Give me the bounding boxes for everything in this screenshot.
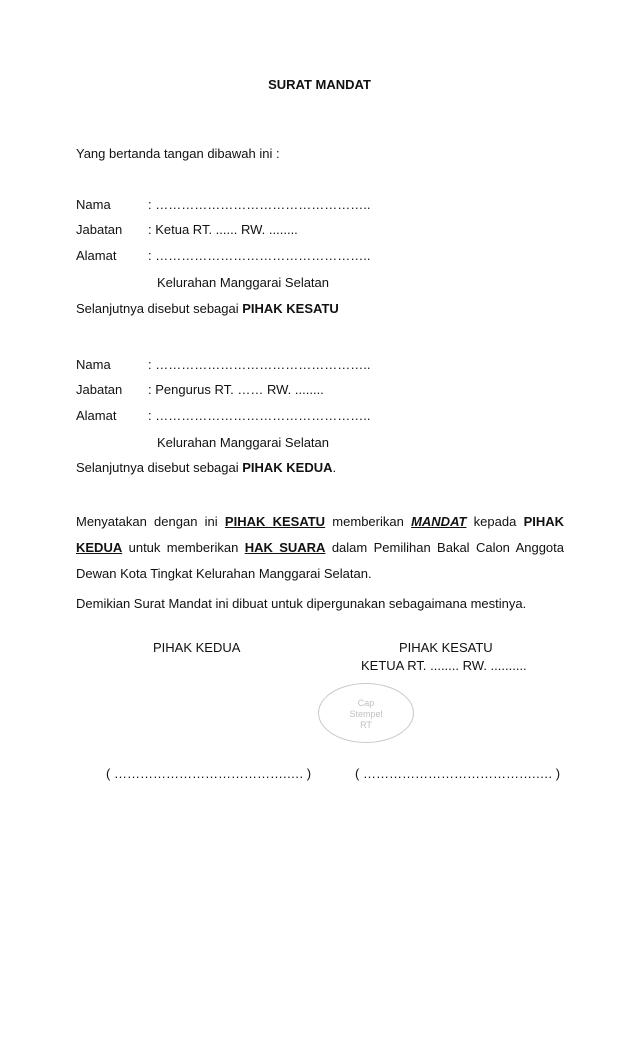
party2-alamat-row [76,408,370,423]
party1-role: PIHAK KESATU [242,301,339,316]
right-signature-subtitle: KETUA RT. ........ RW. .......... [361,658,527,673]
party2-jabatan-label: Jabatan [76,382,123,397]
party2-alamat-value: : ………………………………………….. [148,408,371,423]
party1-alamat-value: : ………………………………………….. [148,248,371,263]
statement-line-2: KEDUA untuk memberikan HAK SUARA dalam Pemilihan Bakal Calon Anggota [76,540,564,555]
stamp-placeholder: Cap Stempel RT [318,683,414,743]
party1-nama-row [76,197,370,212]
party1-nama-value: : ………………………………………….. [148,197,371,212]
party2-summary: Selanjutnya disebut sebagai PIHAK KEDUA. [76,460,337,475]
party2-nama-label: Nama [76,357,111,372]
party1-jabatan-value: : Ketua RT. ...... RW. ........ [148,222,298,237]
party1-jabatan-row [76,222,298,237]
party1-summary: Selanjutnya disebut sebagai PIHAK KESATU [76,301,339,316]
closing-text: Demikian Surat Mandat ini dibuat untuk dipergunakan sebagaimana mestinya. [76,596,527,611]
intro-text: Yang bertanda tangan dibawah ini : [76,146,280,161]
party2-jabatan-row [76,382,324,397]
right-signature-name: ( ………………………………….…. ) [355,766,561,781]
party1-jabatan-label: Jabatan [76,222,123,237]
party1-nama-label: Nama [76,197,111,212]
statement-paragraph [76,509,564,587]
party1-alamat-label: Alamat [76,248,117,263]
left-signature-title: PIHAK KEDUA [153,640,241,655]
party2-nama-row [76,357,370,372]
party1-alamat-row [76,248,370,263]
statement-line-1: Menyatakan dengan ini PIHAK KESATU memberikan MANDAT kepada PIHAK [76,514,565,529]
left-signature-name: ( ………………………………….…. ) [106,766,312,781]
right-signature-title: PIHAK KESATU [399,640,493,655]
party1-kelurahan: Kelurahan Manggarai Selatan [157,275,330,290]
party2-alamat-label: Alamat [76,408,117,423]
document-title: SURAT MANDAT [268,77,371,92]
party2-role: PIHAK KEDUA [242,460,333,475]
statement-line-3: Dewan Kota Tingkat Kelurahan Manggarai Selatan. [76,566,372,581]
party2-nama-value: : ………………………………………….. [148,357,371,372]
party2-kelurahan: Kelurahan Manggarai Selatan [157,435,330,450]
party2-jabatan-value: : Pengurus RT. …… RW. ........ [148,382,324,397]
